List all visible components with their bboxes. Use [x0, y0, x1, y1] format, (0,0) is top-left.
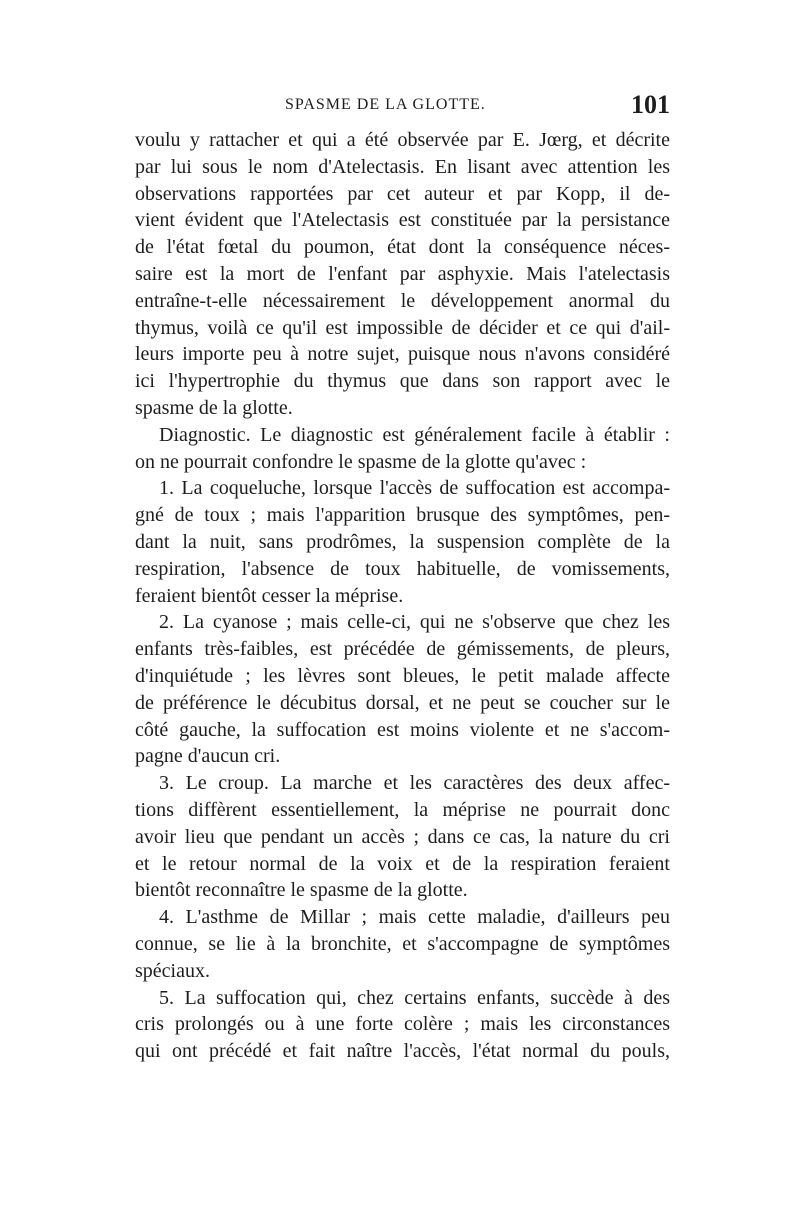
text-line: entraîne-t-elle nécessairement le développement anormal du [135, 289, 670, 312]
text-line: et le retour normal de la voix et de la respiration feraient [135, 852, 670, 875]
text-line: bientôt reconnaître le spasme de la glotte. [135, 879, 468, 902]
text-line: on ne pourrait confondre le spasme de la glotte qu'avec : [135, 450, 587, 473]
text-line: pagne d'aucun cri. [135, 745, 281, 768]
text-line: côté gauche, la suffocation est moins violente et ne s'accom- [135, 718, 670, 741]
text-line: feraient bientôt cesser la méprise. [135, 584, 404, 607]
text-line: tions diffèrent essentiellement, la méprise ne pourrait donc [135, 798, 670, 821]
text-line: saire est la mort de l'enfant par asphyxie. Mais l'atelectasis [135, 262, 670, 285]
text-line: 3. Le croup. La marche et les caractères des deux affec- [159, 772, 670, 795]
text-line: cris prolongés ou à une forte colère ; mais les circonstances [135, 1013, 670, 1036]
page-number: 101 [631, 90, 670, 119]
text-line: 4. L'asthme de Millar ; mais cette maladie, d'ailleurs peu [159, 906, 670, 929]
text-line: qui ont précédé et fait naître l'accès, l'état normal du pouls, [135, 1040, 670, 1063]
text-line: 1. La coqueluche, lorsque l'accès de suffocation est accompa- [159, 477, 670, 500]
text-line: par lui sous le nom d'Atelectasis. En lisant avec attention les [135, 155, 670, 178]
running-title: SPASME DE LA GLOTTE. [285, 96, 486, 113]
text-line: enfants très-faibles, est précédée de gémissements, de pleurs, [135, 638, 670, 661]
text-line: Diagnostic. Le diagnostic est généralement facile à établir : [159, 423, 670, 446]
text-line: voulu y rattacher et qui a été observée par E. Jœrg, et décrite [135, 129, 670, 151]
page-header [135, 90, 670, 130]
text-line: respiration, l'absence de toux habituelle, de vomissements, [135, 557, 670, 580]
text-line: de préférence le décubitus dorsal, et ne peut se coucher sur le [135, 691, 670, 714]
body-text [135, 127, 670, 1065]
text-line: spéciaux. [135, 959, 210, 982]
text-line: thymus, voilà ce qu'il est impossible de décider et ce qui d'ail- [135, 316, 670, 339]
text-line: 5. La suffocation qui, chez certains enfants, succède à des [159, 986, 670, 1009]
text-line: connue, se lie à la bronchite, et s'accompagne de symptômes [135, 932, 670, 955]
text-line: ici l'hypertrophie du thymus que dans son rapport avec le [135, 370, 670, 393]
text-line: leurs importe peu à notre sujet, puisque nous n'avons considéré [135, 343, 670, 366]
text-line: d'inquiétude ; les lèvres sont bleues, le petit malade affecte [135, 664, 670, 687]
text-line: avoir lieu que pendant un accès ; dans ce cas, la nature du cri [135, 825, 670, 848]
text-line: spasme de la glotte. [135, 396, 293, 419]
text-line: observations rapportées par cet auteur et par Kopp, il de- [135, 182, 670, 205]
text-line: de l'état fœtal du poumon, état dont la conséquence néces- [135, 236, 670, 259]
text-line: vient évident que l'Atelectasis est constituée par la persistance [135, 209, 670, 232]
text-line: gné de toux ; mais l'apparition brusque des symptômes, pen- [135, 504, 670, 527]
text-line: dant la nuit, sans prodrômes, la suspension complète de la [135, 530, 670, 553]
text-line: 2. La cyanose ; mais celle-ci, qui ne s'observe que chez les [159, 611, 670, 634]
